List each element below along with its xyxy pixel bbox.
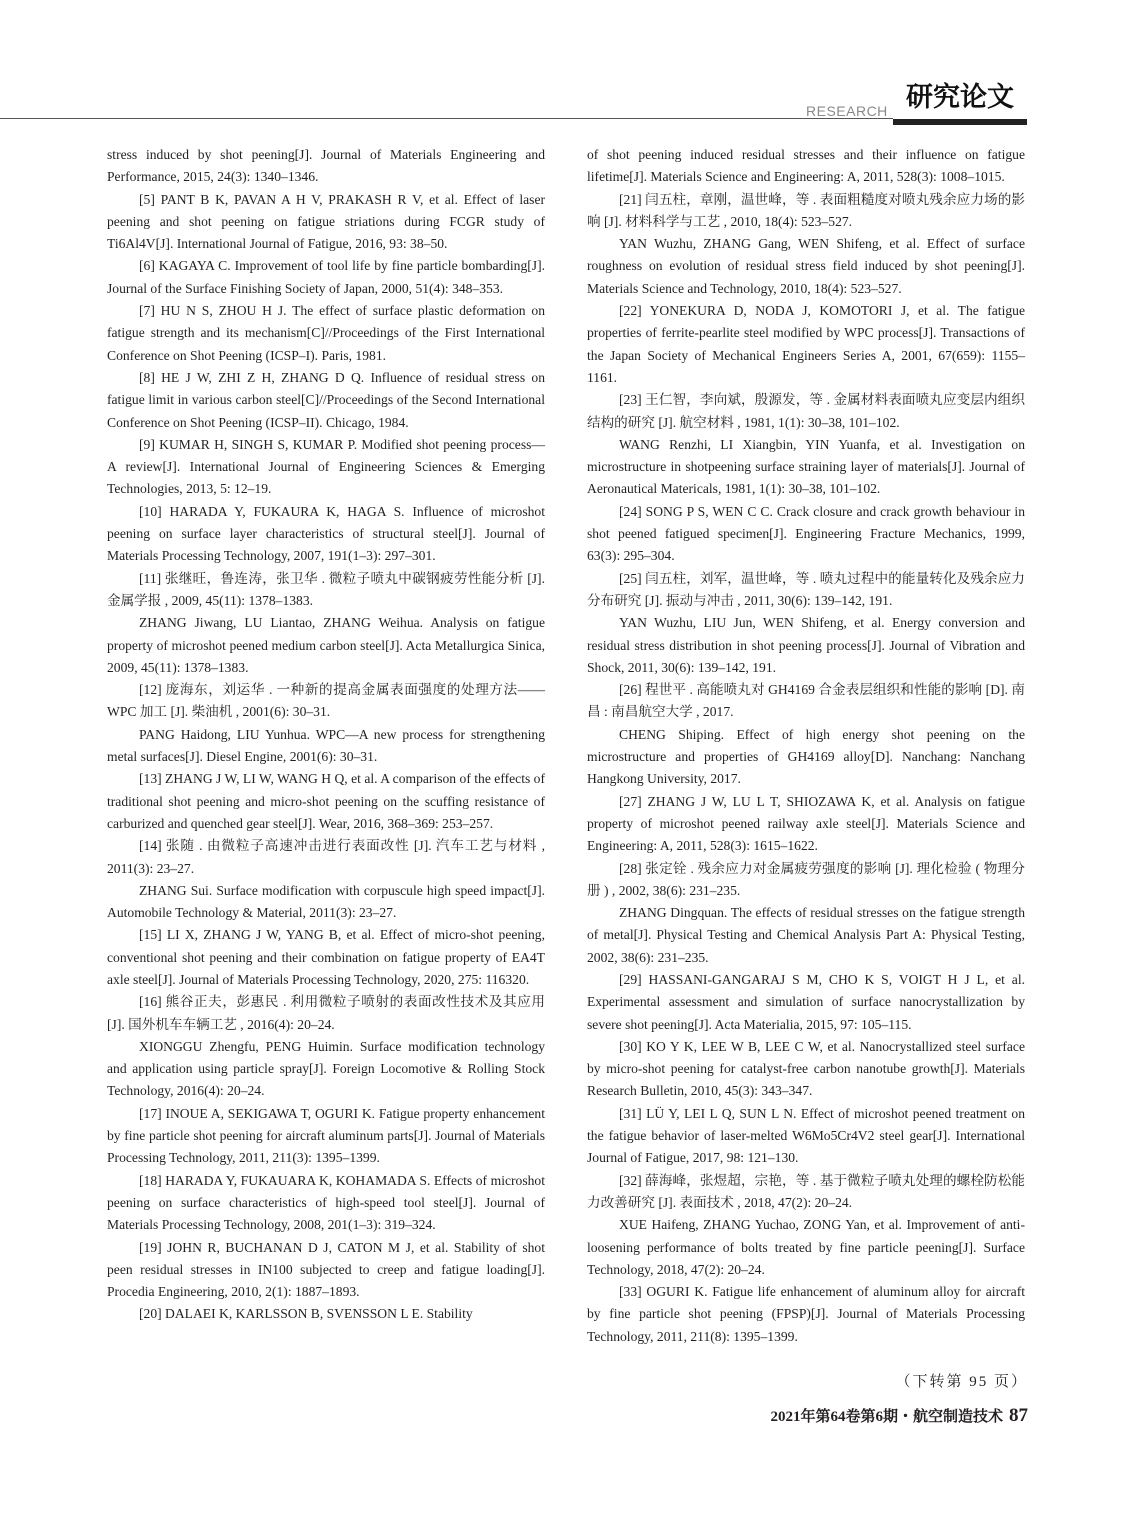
reference-entry: [20] DALAEI K, KARLSSON B, SVENSSON L E. Stability: [139, 1306, 473, 1322]
reference-entry: ZHANG Dingquan. The effects of residual stresses on the fatigue strength of metal[J]. Physical Testing and Chemical Analysis Part A: Physical Testing, 2002, 38(6): 231–235.: [587, 905, 1025, 965]
header-rule: [0, 118, 893, 119]
reference-entry: CHENG Shiping. Effect of high energy shot peening on the microstructure and properties of GH4169 alloy[D]. Nanchang: Nanchang Hangkong University, 2017.: [587, 726, 1025, 787]
reference-entry: [21] 闫五柱，章刚，温世峰，等 . 表面粗糙度对喷丸残余应力场的影响 [J]. 材料科学与工艺 , 2010, 18(4): 523–527.: [587, 191, 1025, 229]
reference-entry: PANG Haidong, LIU Yunhua. WPC—A new process for strengthening metal surfaces[J]. Diesel Engine, 2001(6): 30–31.: [107, 726, 545, 765]
reference-entry: YAN Wuzhu, ZHANG Gang, WEN Shifeng, et al. Effect of surface roughness on evolution of residual stress field induced by shot peening[J]. Materials Science and Technology, 2010, 18(4): 523–527.: [587, 236, 1025, 296]
left-column: [107, 144, 545, 1326]
reference-entry: [27] ZHANG J W, LU L T, SHIOZAWA K, et al. Analysis on fatigue property of microshot peened railway axle steel[J]. Materials Science and Engineering: A, 2011, 528(3): 1615–1622.: [587, 793, 1025, 854]
reference-entry: XIONGGU Zhengfu, PENG Huimin. Surface modification technology and application using particle spray[J]. Foreign Locomotive & Rolling Stock Technology, 2016(4): 20–24.: [107, 1038, 545, 1099]
reference-entry: stress induced by shot peening[J]. Journal of Materials Engineering and Performance, 2015, 24(3): 1340–1346.: [107, 147, 545, 185]
reference-entry: [30] KO Y K, LEE W B, LEE C W, et al. Nanocrystallized steel surface by micro-shot peening for catalyst-free carbon nanotube growth[J]. Materials Research Bulletin, 2010, 45(3): 343–347.: [587, 1038, 1025, 1099]
reference-entry: [14] 张随 . 由微粒子高速冲击进行表面改性 [J]. 汽车工艺与材料 , 2011(3): 23–27.: [107, 838, 545, 876]
reference-entry: [11] 张继旺，鲁连涛，张卫华 . 微粒子喷丸中碳钢疲劳性能分析 [J]. 金属学报 , 2009, 45(11): 1378–1383.: [107, 570, 545, 608]
reference-entry: [13] ZHANG J W, LI W, WANG H Q, et al. A comparison of the effects of traditional shot peening and micro-shot peening on the scuffing resistance of carburized and quenched gear steel[J]. Wear, 2016, 368–369: 253–257.: [107, 771, 545, 831]
reference-entry: [26] 程世平 . 高能喷丸对 GH4169 合金表层组织和性能的影响 [D]. 南昌 : 南昌航空大学 , 2017.: [587, 682, 1025, 720]
reference-entry: [22] YONEKURA D, NODA J, KOMOTORI J, et al. The fatigue properties of ferrite-pearlite steel modified by WPC process[J]. Transactions of the Japan Society of Mechanical Engineers Series A, 2001, 67(659): 1155–1161.: [587, 303, 1025, 385]
page-number: 87: [1009, 1405, 1028, 1426]
reference-entry: [19] JOHN R, BUCHANAN D J, CATON M J, et al. Stability of shot peen residual stresses in IN100 subjected to creep and fatigue loading[J]. Procedia Engineering, 2010, 2(1): 1887–1893.: [107, 1239, 545, 1300]
reference-entry: of shot peening induced residual stresses and their influence on fatigue lifetime[J]. Materials Science and Engineering: A, 2011, 528(3): 1008–1015.: [587, 147, 1025, 185]
header-bar: [893, 119, 1027, 125]
right-column: [587, 144, 1025, 1348]
reference-entry: [17] INOUE A, SEKIGAWA T, OGURI K. Fatigue property enhancement by fine particle shot peening for aircraft aluminum parts[J]. Journal of Materials Processing Technology, 2011, 211(3): 1395–1399.: [107, 1105, 545, 1166]
reference-entry: [23] 王仁智，李向斌，殷源发，等 . 金属材料表面喷丸应变层内组织结构的研究 [J]. 航空材料 , 1981, 1(1): 30–38, 101–102.: [587, 392, 1025, 430]
reference-entry: [28] 张定铨 . 残余应力对金属疲劳强度的影响 [J]. 理化检验 ( 物理分册 ) , 2002, 38(6): 231–235.: [587, 860, 1025, 898]
page-footer: [770, 1405, 1028, 1427]
reference-entry: [16] 熊谷正夫，彭惠民 . 利用微粒子喷射的表面改性技术及其应用 [J]. 国外机车车辆工艺 , 2016(4): 20–24.: [107, 994, 545, 1032]
reference-entry: [6] KAGAYA C. Improvement of tool life by fine particle bombarding[J]. Journal of the Surface Finishing Society of Japan, 2000, 51(4): 348–353.: [107, 258, 545, 296]
reference-entry: [33] OGURI K. Fatigue life enhancement of aluminum alloy for aircraft by fine particle shot peening (FPSP)[J]. Journal of Materials Processing Technology, 2011, 211(8): 1395–1399.: [587, 1284, 1025, 1344]
reference-entry: [8] HE J W, ZHI Z H, ZHANG D Q. Influence of residual stress on fatigue limit in various carbon steel[C]//Proceedings of the Second International Conference on Shot Peening (ICSP–II). Chicago, 1984.: [107, 369, 545, 430]
header-section-english: RESEARCH: [806, 103, 888, 119]
reference-entry: [32] 薛海峰，张煜超，宗艳，等 . 基于微粒子喷丸处理的螺栓防松能力改善研究 [J]. 表面技术 , 2018, 47(2): 20–24.: [587, 1172, 1025, 1210]
reference-entry: [18] HARADA Y, FUKAUARA K, KOHAMADA S. Effects of microshot peening on surface characteristics of high-speed tool steel[J]. Journal of Materials Processing Technology, 2008, 201(1–3): 319–324.: [107, 1172, 545, 1233]
header-section-chinese: 研究论文: [906, 82, 1014, 113]
continued-note: （下转第 95 页）: [895, 1374, 1028, 1390]
reference-entry: [12] 庞海东，刘运华 . 一种新的提高金属表面强度的处理方法—— WPC 加工 [J]. 柴油机 , 2001(6): 30–31.: [107, 682, 545, 720]
reference-entry: ZHANG Jiwang, LU Liantao, ZHANG Weihua. Analysis on fatigue property of microshot peened medium carbon steel[J]. Acta Metallurgica Sinica, 2009, 45(11): 1378–1383.: [107, 615, 545, 675]
reference-entry: [25] 闫五柱，刘军，温世峰，等 . 喷丸过程中的能量转化及残余应力分布研究 [J]. 振动与冲击 , 2011, 30(6): 139–142, 191.: [587, 570, 1025, 608]
reference-entry: [9] KUMAR H, SINGH S, KUMAR P. Modified shot peening process—A review[J]. International Journal of Engineering Sciences & Emerging Technologies, 2013, 5: 12–19.: [107, 436, 545, 497]
reference-entry: [5] PANT B K, PAVAN A H V, PRAKASH R V, et al. Effect of laser peening and shot peening on fatigue striations during FCGR study of Ti6Al4V[J]. International Journal of Fatigue, 2016, 93: 38–50.: [107, 191, 545, 252]
footer-issue: 2021年第64卷第6期・航空制造技术: [770, 1409, 1003, 1425]
reference-entry: WANG Renzhi, LI Xiangbin, YIN Yuanfa, et al. Investigation on microstructure in shotpeening surface straining layer of materials[J]. Journal of Aeronautical Matericals, 1981, 1(1): 30–38, 101–102.: [587, 436, 1025, 497]
reference-entry: YAN Wuzhu, LIU Jun, WEN Shifeng, et al. Energy conversion and residual stress distribution in shot peening process[J]. Journal of Vibration and Shock, 2011, 30(6): 139–142, 191.: [587, 615, 1025, 675]
reference-entry: [10] HARADA Y, FUKAURA K, HAGA S. Influence of microshot peening on surface layer characteristics of structural steel[J]. Journal of Materials Processing Technology, 2007, 191(1–3): 297–301.: [107, 503, 545, 564]
reference-entry: XUE Haifeng, ZHANG Yuchao, ZONG Yan, et al. Improvement of anti-loosening performance of bolts treated by fine particle peening[J]. Surface Technology, 2018, 47(2): 20–24.: [587, 1217, 1025, 1277]
reference-entry: [15] LI X, ZHANG J W, YANG B, et al. Effect of micro-shot peening, conventional shot peening and their combination on fatigue property of EA4T axle steel[J]. Journal of Materials Processing Technology, 2020, 275: 116320.: [107, 927, 545, 987]
reference-entry: [24] SONG P S, WEN C C. Crack closure and crack growth behaviour in shot peened fatigued specimen[J]. Engineering Fracture Mechanics, 1999, 63(3): 295–304.: [587, 503, 1025, 564]
reference-entry: ZHANG Sui. Surface modification with corpuscule high speed impact[J]. Automobile Technology & Material, 2011(3): 23–27.: [107, 882, 545, 921]
reference-entry: [31] LÜ Y, LEI L Q, SUN L N. Effect of microshot peened treatment on the fatigue behavior of laser-melted W6Mo5Cr4V2 steel gear[J]. International Journal of Fatigue, 2017, 98: 121–130.: [587, 1105, 1025, 1166]
reference-entry: [7] HU N S, ZHOU H J. The effect of surface plastic deformation on fatigue strength and its mechanism[C]//Proceedings of the First International Conference on Shot Peening (ICSP–I). Paris, 1981.: [107, 303, 545, 363]
reference-entry: [29] HASSANI-GANGARAJ S M, CHO K S, VOIGT H J L, et al. Experimental assessment and simulation of surface nanocrystallization by severe shot peening[J]. Acta Materialia, 2015, 97: 105–115.: [587, 971, 1025, 1032]
